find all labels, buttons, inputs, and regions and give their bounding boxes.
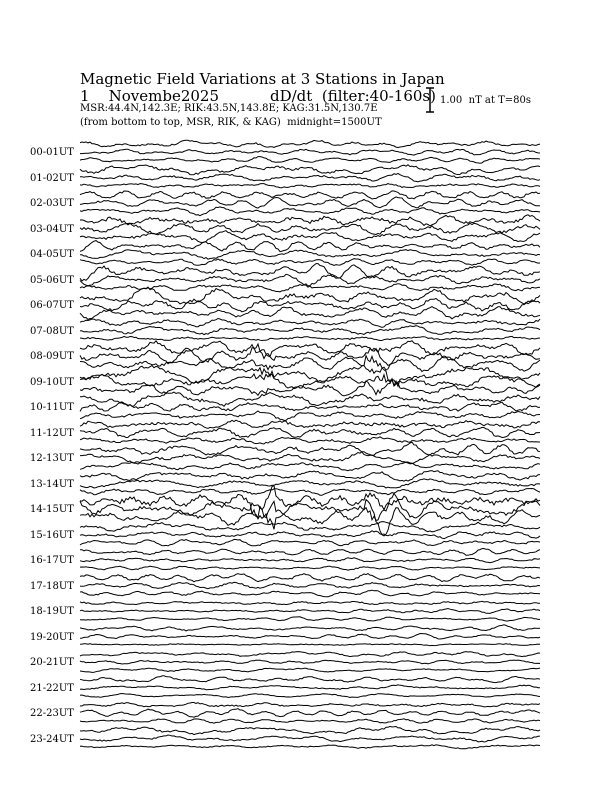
station-coordinates: MSR:44.4N,142.3E; RIK:43.5N,143.8E; KAG:31.5N,130.7E (80, 103, 378, 114)
hour-label: 14-15UT (30, 504, 74, 515)
trace-msr-09-10ut (80, 379, 540, 395)
trace-rik-20-21ut (80, 660, 540, 664)
trace-kag-00-01ut (80, 140, 540, 147)
trace-msr-04-05ut (80, 259, 540, 266)
trace-msr-12-13ut (80, 462, 540, 471)
trace-kag-11-12ut (80, 420, 540, 428)
hour-label: 20-21UT (30, 657, 74, 668)
hour-label: 02-03UT (30, 198, 74, 209)
trace-msr-13-14ut (80, 489, 540, 496)
trace-kag-18-19ut (80, 601, 540, 604)
chart-mode: dD/dt (filter:40-160s) (270, 87, 436, 105)
trace-rik-22-23ut (80, 709, 540, 718)
hour-label: 23-24UT (30, 733, 74, 745)
hour-label: 04-05UT (30, 249, 74, 260)
trace-msr-06-07ut (80, 307, 540, 320)
trace-msr-10-11ut (80, 411, 540, 420)
date-day: 1 (80, 87, 90, 105)
hour-label: 01-02UT (30, 172, 74, 184)
hour-label: 12-13UT (30, 453, 74, 464)
hour-label: 09-10UT (30, 376, 74, 388)
trace-rik-03-04ut (80, 223, 540, 234)
hour-label: 11-12UT (30, 427, 74, 439)
trace-order-note: (from bottom to top, MSR, RIK, & KAG) midnight=1500UT (80, 117, 382, 128)
hour-label: 19-20UT (30, 631, 74, 643)
trace-rik-07-08ut (80, 326, 540, 335)
hour-label: 06-07UT (30, 300, 74, 311)
hour-label: 05-06UT (30, 274, 74, 286)
trace-kag-02-03ut (80, 191, 540, 199)
hour-label: 07-08UT (30, 325, 74, 337)
trace-msr-07-08ut (80, 336, 540, 340)
trace-msr-17-18ut (80, 590, 540, 597)
trace-msr-22-23ut (80, 719, 540, 723)
trace-kag-15-16ut (80, 522, 540, 532)
trace-kag-12-13ut (80, 442, 540, 456)
date-month-year: Novembe2025 (108, 87, 220, 105)
hour-label: 10-11UT (30, 402, 74, 413)
hour-label: 16-17UT (30, 555, 74, 566)
trace-rik-18-19ut (80, 609, 540, 614)
trace-rik-16-17ut (80, 558, 540, 563)
hour-label: 22-23UT (30, 708, 74, 719)
trace-kag-20-21ut (80, 652, 540, 657)
trace-msr-15-16ut (80, 539, 540, 546)
trace-msr-01-02ut (80, 184, 540, 188)
trace-kag-22-23ut (80, 703, 540, 707)
trace-rik-01-02ut (80, 173, 540, 181)
trace-kag-06-07ut (80, 287, 540, 304)
trace-kag-13-14ut (80, 471, 540, 482)
hour-label: 17-18UT (30, 580, 74, 592)
trace-kag-07-08ut (80, 319, 540, 328)
hour-label: 00-01UT (30, 147, 74, 158)
trace-rik-14-15ut (80, 494, 540, 530)
trace-msr-02-03ut (80, 207, 540, 216)
trace-rik-04-05ut (80, 250, 540, 260)
trace-rik-21-22ut (80, 685, 540, 690)
trace-kag-05-06ut (80, 264, 540, 281)
trace-msr-00-01ut (80, 157, 540, 164)
trace-msr-11-12ut (80, 437, 540, 444)
trace-kag-17-18ut (80, 574, 540, 582)
trace-msr-16-17ut (80, 566, 540, 570)
trace-kag-01-02ut (80, 165, 540, 175)
trace-kag-04-05ut (80, 241, 540, 252)
trace-msr-21-22ut (80, 694, 540, 698)
trace-rik-23-24ut (80, 735, 540, 742)
trace-msr-20-21ut (80, 668, 540, 672)
hour-label: 21-22UT (30, 682, 74, 694)
hour-label: 03-04UT (30, 223, 74, 235)
trace-msr-03-04ut (80, 231, 540, 243)
trace-rik-19-20ut (80, 634, 540, 640)
hour-label: 13-14UT (30, 478, 74, 490)
trace-msr-18-19ut (80, 617, 540, 621)
trace-rik-17-18ut (80, 582, 540, 588)
hour-label: 18-19UT (30, 606, 74, 617)
trace-rik-08-09ut (80, 348, 540, 366)
trace-rik-02-03ut (80, 197, 540, 208)
trace-kag-21-22ut (80, 676, 540, 683)
hour-label: 08-09UT (30, 351, 74, 362)
trace-rik-05-06ut (80, 274, 540, 286)
trace-rik-06-07ut (80, 299, 540, 312)
trace-kag-08-09ut (80, 341, 540, 357)
trace-rik-15-16ut (80, 531, 540, 539)
scale-label: 1.00 nT at T=80s (440, 95, 531, 106)
trace-rik-09-10ut (80, 374, 540, 389)
trace-kag-19-20ut (80, 625, 540, 631)
trace-rik-11-12ut (80, 427, 540, 437)
chart-title: Magnetic Field Variations at 3 Stations in Japan (80, 70, 445, 88)
trace-kag-09-10ut (80, 356, 540, 387)
trace-msr-08-09ut (80, 357, 540, 373)
trace-rik-00-01ut (80, 149, 540, 155)
trace-kag-23-24ut (80, 726, 540, 734)
trace-kag-16-17ut (80, 549, 540, 556)
trace-msr-19-20ut (80, 644, 540, 646)
hour-label: 15-16UT (30, 529, 74, 541)
trace-msr-23-24ut (80, 745, 540, 749)
trace-rik-13-14ut (80, 479, 540, 488)
